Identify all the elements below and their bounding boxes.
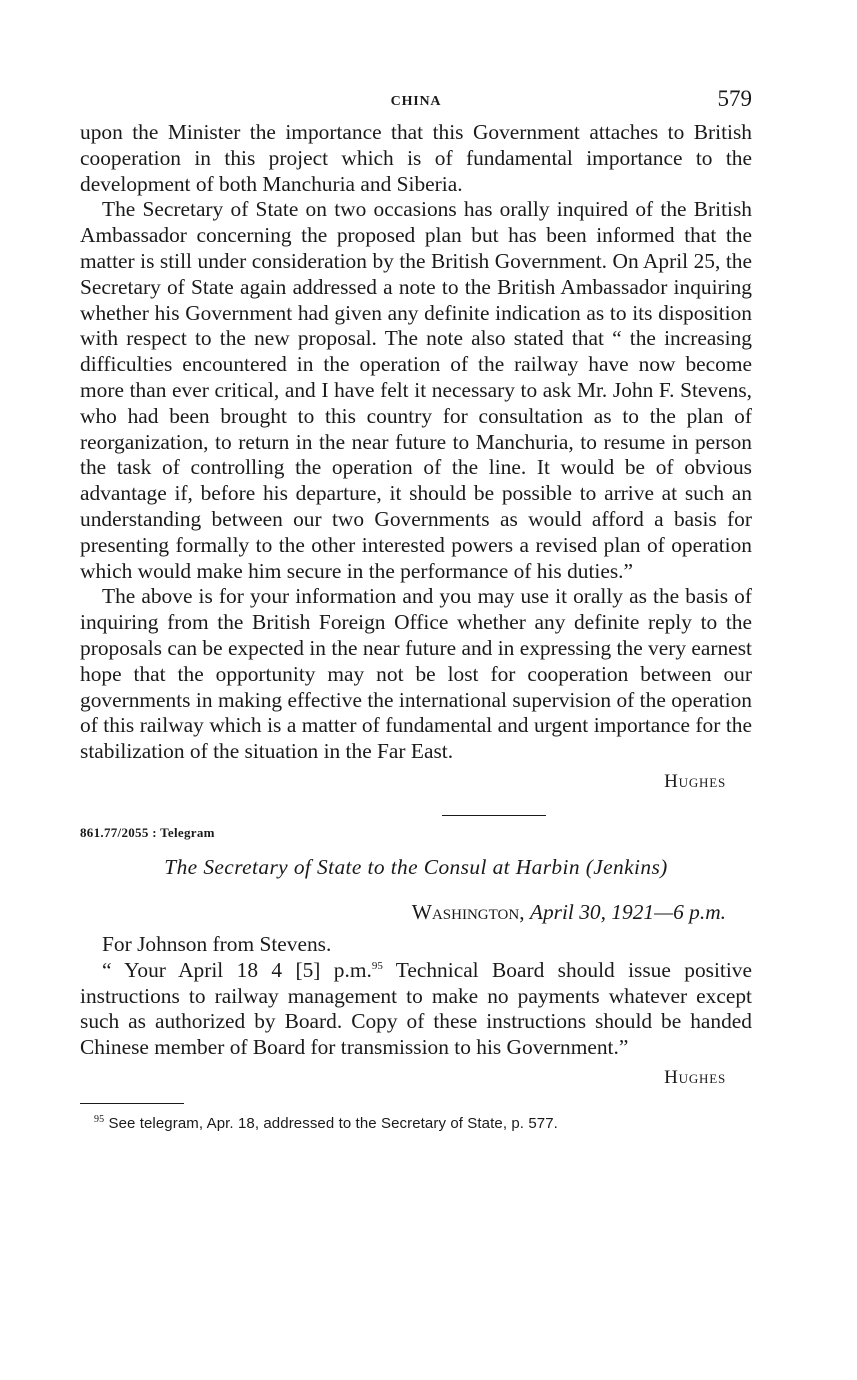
dateline	[80, 900, 726, 925]
running-title: CHINA	[390, 94, 442, 109]
page-number: 579	[717, 86, 752, 111]
letter-body	[80, 120, 752, 765]
footnote-divider	[80, 1103, 184, 1104]
footnote-mark: 95	[94, 1113, 105, 1125]
telegram-opening: For Johnson from Stevens.	[102, 931, 332, 956]
telegram-body	[80, 932, 752, 1061]
footnote	[80, 1115, 752, 1132]
telegram-text-start: “ Your April 18 4 [5] p.m.	[102, 957, 372, 982]
document-heading: The Secretary of State to the Consul at Harbin (Jenkins)	[164, 854, 668, 879]
footnote-text: See telegram, Apr. 18, addressed to the Secretary of State, p. 577.	[104, 1114, 558, 1132]
dateline-date: April 30, 1921—6 p.m.	[529, 899, 726, 924]
signature-hughes-2: Hughes	[664, 1066, 726, 1088]
signature-hughes-1: Hughes	[664, 770, 726, 792]
paragraph-3: The above is for your information and you may use it orally as the basis of inquiring from the British Foreign Office whether any definite reply to the proposals can be expected in the near future and in expressing the very earnest hope that the opportunity may not be lost for cooperation between our governments in making effective the international supervision of the operation of this railway which is a matter of fundamental and urgent importance for the stabilization of the situation in the Far East.	[80, 584, 752, 764]
footnote-reference: 95	[371, 959, 383, 972]
paragraph-1: upon the Minister the importance that this Government attaches to British cooperation in this project which is of fundamental importance to the development of both Manchuria and Siberia.	[80, 120, 752, 196]
section-divider	[442, 815, 546, 816]
paragraph-2: The Secretary of State on two occasions has orally inquired of the British Ambassador concerning the proposed plan but has been informed that the matter is still under consideration by the British Government. On April 25, the Secretary of State again addressed a note to the British Ambassador inquiring whether his Government had given any definite indication as to its disposition with respect to the new proposal. The note also stated that “ the increasing difficulties encountered in the operation of the railway have now become more than ever critical, and I have felt it necessary to ask Mr. John F. Stevens, who had been brought to this country for consultation as to the plan of reorganization, to return in the near future to Manchuria, to resume in person the task of controlling the operation of the line. It would be of obvious advantage if, before his departure, it should be possible to arrive at such an understanding between our two Governments as would afford a basis for presenting formally to the other interested powers a revised plan of operation which would make him secure in the performance of his duties.”	[80, 197, 752, 583]
telegram-text	[80, 958, 752, 1061]
document-page	[80, 86, 752, 1132]
dateline-place: Washington,	[411, 899, 525, 924]
file-reference: 861.77/2055 : Telegram	[80, 824, 215, 840]
running-header	[80, 86, 752, 120]
telegram-text-rest: Technical Board should issue positive instructions to railway management to make no payments whatever except such as authorized by Board. Copy of these instructions should be handed Chinese member of Board for transmission to his Government.”	[80, 957, 752, 1060]
